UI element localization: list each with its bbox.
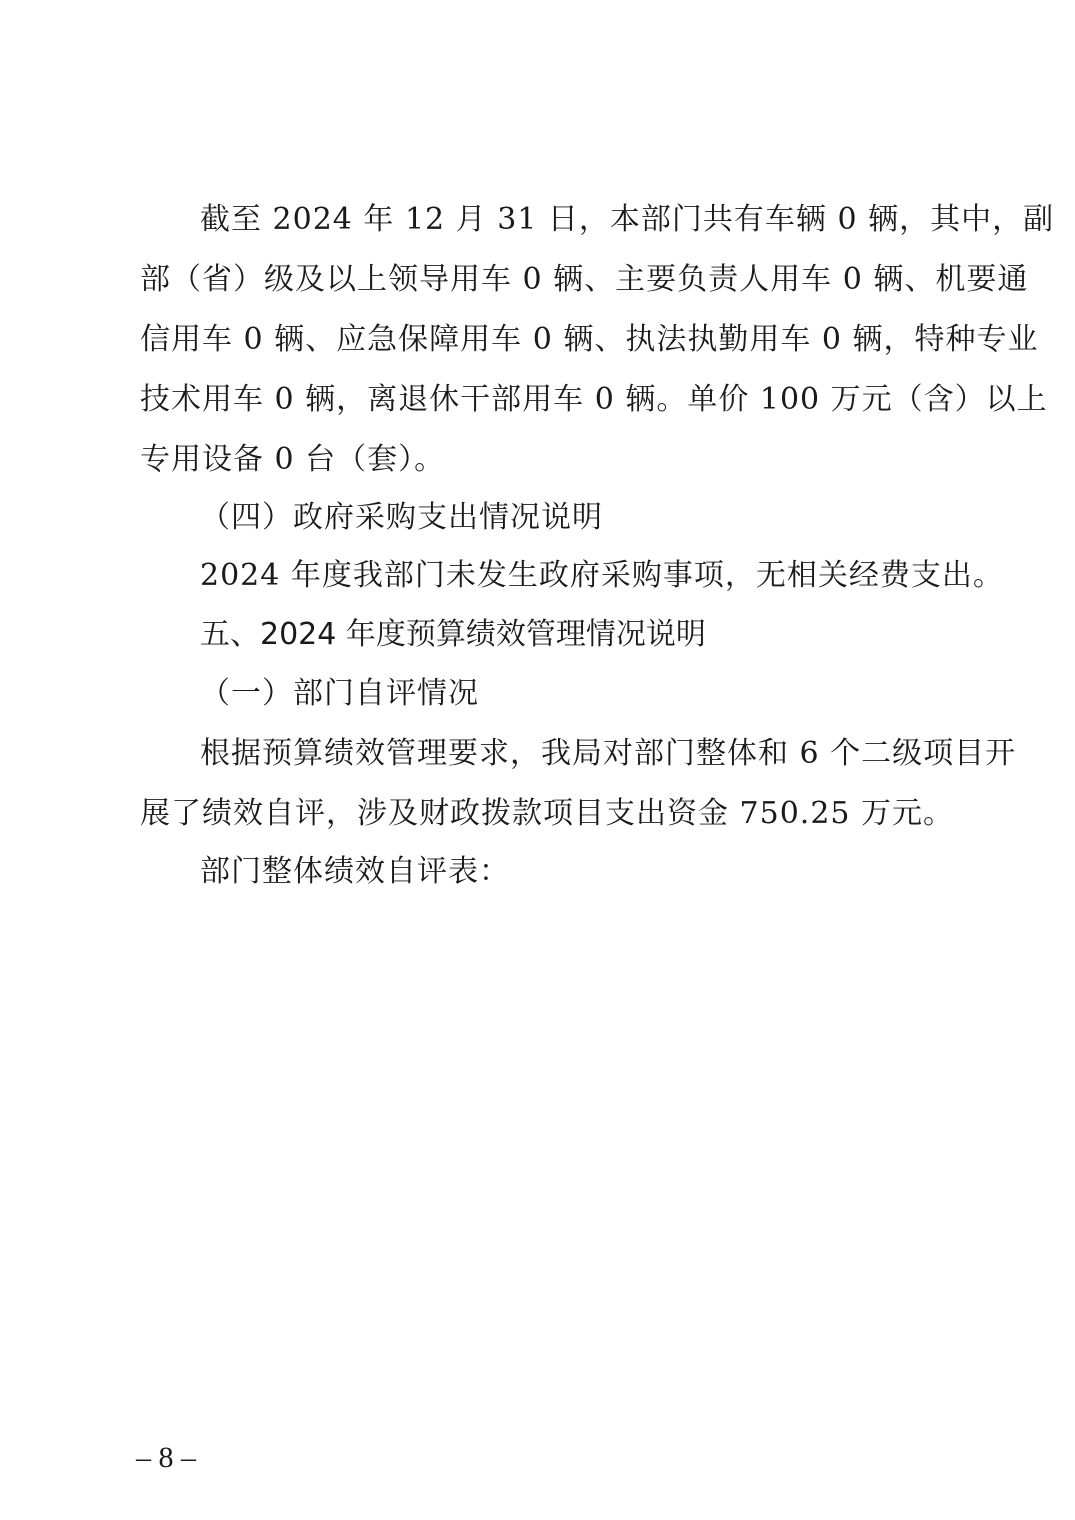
heading-self-evaluation: （一）部门自评情况	[200, 676, 479, 711]
paragraph-self-evaluation-line-1: 根据预算绩效管理要求，我局对部门整体和 6 个二级项目开	[200, 736, 1017, 771]
table-intro: 部门整体绩效自评表：	[200, 854, 510, 889]
heading-section-five: 五、2024 年度预算绩效管理情况说明	[200, 617, 706, 652]
paragraph-procurement: 2024 年度我部门未发生政府采购事项，无相关经费支出。	[200, 558, 1004, 593]
paragraph-vehicles-line-3: 信用车 0 辆、应急保障用车 0 辆、执法执勤用车 0 辆，特种专业	[140, 322, 1039, 357]
paragraph-vehicles-line-4: 技术用车 0 辆，离退休干部用车 0 辆。单价 100 万元（含）以上	[140, 382, 1048, 417]
paragraph-self-evaluation-line-2: 展了绩效自评，涉及财政拨款项目支出资金 750.25 万元。	[140, 796, 955, 831]
page-number: – 8 –	[136, 1441, 196, 1474]
heading-procurement: （四）政府采购支出情况说明	[200, 500, 603, 535]
paragraph-vehicles-line-2: 部（省）级及以上领导用车 0 辆、主要负责人用车 0 辆、机要通	[140, 262, 1029, 297]
paragraph-vehicles-line-5: 专用设备 0 台（套）。	[140, 442, 446, 477]
paragraph-vehicles-line-1: 截至 2024 年 12 月 31 日，本部门共有车辆 0 辆，其中，副	[200, 202, 1055, 237]
